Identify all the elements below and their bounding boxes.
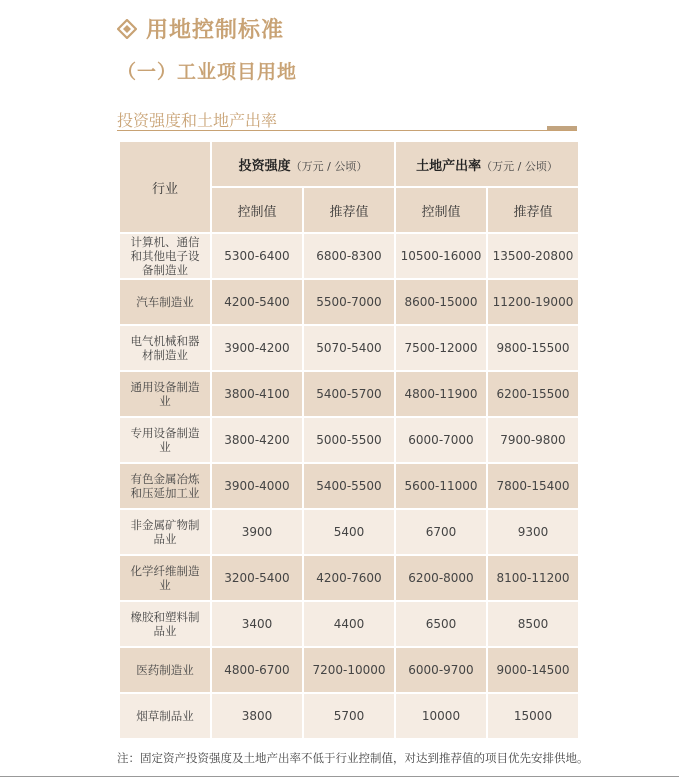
section-divider [117, 130, 577, 131]
header-industry: 行业 [120, 142, 210, 232]
investment-control-cell: 3400 [212, 602, 302, 646]
table-row [120, 464, 578, 508]
table-row [120, 602, 578, 646]
output-control-cell: 6000-7000 [396, 418, 486, 462]
industry-cell: 汽车制造业 [120, 280, 210, 324]
investment-recommended-cell: 4200-7600 [304, 556, 394, 600]
table-row [120, 234, 578, 278]
investment-control-cell: 3900-4000 [212, 464, 302, 508]
investment-control-cell: 4800-6700 [212, 648, 302, 692]
investment-control-cell: 3800 [212, 694, 302, 738]
investment-recommended-cell: 6800-8300 [304, 234, 394, 278]
table-row [120, 694, 578, 738]
standards-table [118, 140, 580, 740]
industry-cell: 烟草制品业 [120, 694, 210, 738]
header-recommended: 推荐值 [304, 188, 394, 232]
output-control-cell: 8600-15000 [396, 280, 486, 324]
industry-cell: 有色金属冶炼和压延加工业 [120, 464, 210, 508]
header-investment-intensity: 投资强度（万元 / 公顷） [212, 142, 394, 186]
output-recommended-cell: 15000 [488, 694, 578, 738]
subtitle: （一）工业项目用地 [117, 61, 298, 83]
output-control-cell: 6500 [396, 602, 486, 646]
output-recommended-cell: 7900-9800 [488, 418, 578, 462]
industry-cell: 通用设备制造业 [120, 372, 210, 416]
header-recommended: 推荐值 [488, 188, 578, 232]
industry-cell: 非金属矿物制品业 [120, 510, 210, 554]
investment-recommended-cell: 5500-7000 [304, 280, 394, 324]
section-heading: 投资强度和土地产出率 [117, 111, 278, 130]
page-bottom-border [0, 776, 679, 777]
industry-cell: 医药制造业 [120, 648, 210, 692]
table-row [120, 556, 578, 600]
output-recommended-cell: 8100-11200 [488, 556, 578, 600]
diamond-icon [117, 19, 137, 39]
investment-recommended-cell: 5400-5500 [304, 464, 394, 508]
investment-control-cell: 3200-5400 [212, 556, 302, 600]
investment-control-cell: 3900-4200 [212, 326, 302, 370]
investment-control-cell: 3800-4200 [212, 418, 302, 462]
header-control: 控制值 [212, 188, 302, 232]
output-recommended-cell: 9300 [488, 510, 578, 554]
investment-recommended-cell: 5000-5500 [304, 418, 394, 462]
investment-recommended-cell: 7200-10000 [304, 648, 394, 692]
investment-control-cell: 5300-6400 [212, 234, 302, 278]
table-row [120, 418, 578, 462]
output-recommended-cell: 6200-15500 [488, 372, 578, 416]
table-row [120, 648, 578, 692]
table-row [120, 326, 578, 370]
output-control-cell: 5600-11000 [396, 464, 486, 508]
output-recommended-cell: 8500 [488, 602, 578, 646]
investment-recommended-cell: 5400-5700 [304, 372, 394, 416]
footnote: 注：固定资产投资强度及土地产出率不低于行业控制值，对达到推荐值的项目优先安排供地。 [117, 751, 589, 765]
page-title [117, 13, 284, 44]
industry-cell: 化学纤维制造业 [120, 556, 210, 600]
header-control: 控制值 [396, 188, 486, 232]
output-control-cell: 6000-9700 [396, 648, 486, 692]
output-recommended-cell: 7800-15400 [488, 464, 578, 508]
investment-control-cell: 4200-5400 [212, 280, 302, 324]
output-recommended-cell: 11200-19000 [488, 280, 578, 324]
header-land-output: 土地产出率（万元 / 公顷） [396, 142, 578, 186]
output-control-cell: 7500-12000 [396, 326, 486, 370]
investment-control-cell: 3900 [212, 510, 302, 554]
divider-accent [547, 126, 577, 130]
output-recommended-cell: 9800-15500 [488, 326, 578, 370]
table-row [120, 280, 578, 324]
investment-recommended-cell: 5070-5400 [304, 326, 394, 370]
industry-cell: 电气机械和器材制造业 [120, 326, 210, 370]
industry-cell: 专用设备制造业 [120, 418, 210, 462]
title-text: 用地控制标准 [146, 18, 285, 43]
industry-cell: 橡胶和塑料制品业 [120, 602, 210, 646]
investment-recommended-cell: 4400 [304, 602, 394, 646]
output-control-cell: 10000 [396, 694, 486, 738]
industry-cell: 计算机、通信和其他电子设备制造业 [120, 234, 210, 278]
output-control-cell: 6200-8000 [396, 556, 486, 600]
investment-control-cell: 3800-4100 [212, 372, 302, 416]
table-row [120, 510, 578, 554]
output-control-cell: 6700 [396, 510, 486, 554]
output-control-cell: 4800-11900 [396, 372, 486, 416]
table-row [120, 372, 578, 416]
investment-recommended-cell: 5400 [304, 510, 394, 554]
investment-recommended-cell: 5700 [304, 694, 394, 738]
output-recommended-cell: 13500-20800 [488, 234, 578, 278]
output-control-cell: 10500-16000 [396, 234, 486, 278]
output-recommended-cell: 9000-14500 [488, 648, 578, 692]
